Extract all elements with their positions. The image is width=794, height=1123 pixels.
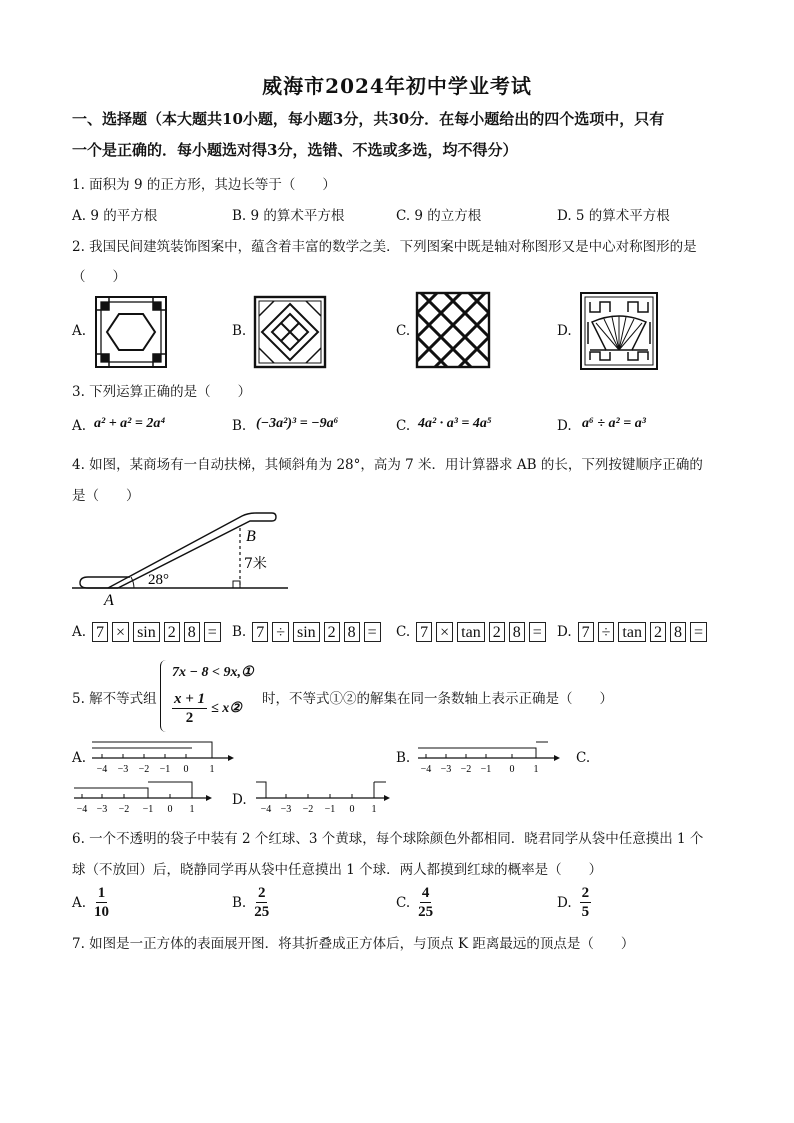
q4-option-b — [232, 622, 383, 642]
tick-label: 0 — [509, 764, 515, 775]
key: 8 — [344, 622, 360, 642]
tick-label: 0 — [349, 804, 355, 815]
q5-fraction — [172, 690, 207, 727]
key: = — [364, 622, 381, 642]
key: 7 — [578, 622, 594, 642]
key: 8 — [670, 622, 686, 642]
q4-option-a — [72, 622, 223, 642]
tick-label: 1 — [209, 764, 215, 775]
q6-option-b — [232, 884, 269, 921]
label-a: A — [104, 592, 114, 609]
key: = — [204, 622, 221, 642]
number-line-b — [414, 736, 564, 778]
key: sin — [293, 622, 320, 642]
q4-option-c — [396, 622, 548, 642]
height-label: 7米 — [244, 556, 267, 572]
tick-label: −2 — [118, 804, 130, 815]
pattern-d-image — [580, 292, 658, 370]
q2-label-c: C. — [396, 323, 411, 339]
key: ÷ — [272, 622, 289, 642]
tick-label: 1 — [533, 764, 539, 775]
key: 2 — [489, 622, 505, 642]
q2-label-d: D. — [557, 323, 572, 339]
q1-option-a: A. 9 的平方根 — [72, 208, 158, 224]
key: 2 — [650, 622, 666, 642]
q4-label-b: B. — [232, 624, 247, 640]
tick-label: −2 — [460, 764, 472, 775]
escalator-handrail — [108, 513, 276, 588]
q2-label-a: A. — [72, 323, 87, 339]
number-line-a — [88, 736, 238, 778]
tick-label: −3 — [117, 764, 129, 775]
label-b: B — [246, 528, 256, 545]
q1-option-d: D. 5 的算术平方根 — [557, 208, 670, 224]
angle-label: 28° — [148, 572, 169, 588]
q6-label-b: B. — [232, 894, 247, 911]
q4-stem-line1: 4. 如图，某商场有一自动扶梯，其倾斜角为 28°，高为 7 米．用计算器求 AB 的长，下列按键顺序正确的 — [72, 457, 703, 473]
q3-stem: 3. 下列运算正确的是（ ） — [72, 384, 252, 400]
q6-stem-line1: 6. 一个不透明的袋子中装有 2 个红球、3 个黄球，每个球除颜色外都相同．晓君同学从袋中任意摸出 1 个 — [72, 831, 704, 847]
fraction-numerator: 2 — [257, 885, 266, 901]
q5-inequality-2 — [172, 690, 242, 727]
key: tan — [618, 622, 646, 642]
q1-stem: 1. 面积为 9 的正方形，其边长等于（ ） — [72, 177, 336, 193]
key: 7 — [416, 622, 432, 642]
tick-label: −3 — [440, 764, 452, 775]
q3-label-d: D. — [557, 418, 572, 434]
number-line-d — [252, 776, 402, 818]
q5-inequality-2-rest: ≤ x② — [211, 701, 242, 716]
pattern-a-image — [95, 296, 167, 368]
tick-label: 0 — [183, 764, 189, 775]
q2-stem-line1: 2. 我国民间建筑装饰图案中，蕴含着丰富的数学之美．下列图案中既是轴对称图形又是中心对称图形的是 — [72, 239, 697, 255]
key: × — [112, 622, 129, 642]
tick-label: −3 — [96, 804, 108, 815]
tick-label: 0 — [167, 804, 173, 815]
key: 8 — [184, 622, 200, 642]
key: tan — [457, 622, 485, 642]
key: = — [529, 622, 546, 642]
q5-label-d: D. — [232, 792, 247, 808]
q3-expr-a: a² + a² = 2a⁴ — [94, 416, 166, 431]
q5-label-c: C. — [576, 750, 591, 766]
q3-expr-b: (−3a²)³ = −9a⁶ — [256, 416, 339, 431]
tick-label: 1 — [189, 804, 195, 815]
key: ÷ — [598, 622, 615, 642]
q6-option-c — [396, 884, 433, 921]
key: sin — [133, 622, 160, 642]
q3-expr-c: 4a² · a³ = 4a⁵ — [418, 416, 492, 431]
q6-fraction-d — [580, 884, 592, 921]
tick-label: −3 — [280, 804, 292, 815]
q3-label-c: C. — [396, 418, 411, 434]
q5-prefix: 5. 解不等式组 — [72, 691, 157, 707]
q6-fraction-c — [418, 884, 433, 921]
escalator-figure — [72, 504, 292, 608]
q5-suffix: 时，不等式①②的解集在同一条数轴上表示正确是（ ） — [262, 691, 613, 707]
q4-stem-line2: 是（ ） — [72, 488, 140, 504]
q6-stem-line2: 球（不放回）后，晓静同学再从袋中任意摸出 1 个球．两人都摸到红球的概率是（ ） — [72, 862, 603, 878]
q4-label-d: D. — [557, 624, 572, 640]
q4-option-d — [557, 622, 709, 642]
key: 7 — [252, 622, 268, 642]
fraction-numerator: 1 — [97, 885, 106, 901]
tick-label: −2 — [302, 804, 314, 815]
q1-option-b: B. 9 的算术平方根 — [232, 208, 345, 224]
q4-label-c: C. — [396, 624, 411, 640]
fraction-denominator: 10 — [94, 904, 110, 920]
tick-label: −2 — [138, 764, 150, 775]
tick-label: 1 — [371, 804, 377, 815]
q3-label-a: A. — [72, 418, 87, 434]
q2-label-b: B. — [232, 323, 247, 339]
q6-fraction-b — [254, 884, 269, 921]
q6-option-a — [72, 884, 109, 921]
number-line-c — [70, 776, 220, 818]
pattern-b-image — [254, 296, 326, 368]
q5-label-a: A. — [72, 750, 87, 766]
key: 2 — [324, 622, 340, 642]
q6-label-d: D. — [557, 894, 572, 911]
q2-stem-line2: （ ） — [72, 269, 126, 285]
q6-label-a: A. — [72, 894, 87, 911]
q4-label-a: A. — [72, 624, 87, 640]
tick-label: −4 — [96, 764, 108, 775]
tick-label: −4 — [260, 804, 272, 815]
fraction-denominator: 5 — [581, 904, 590, 920]
fraction-numerator: 4 — [421, 885, 430, 901]
tick-label: −1 — [324, 804, 336, 815]
q6-option-d — [557, 884, 591, 921]
q1-option-c: C. 9 的立方根 — [396, 208, 482, 224]
key: × — [436, 622, 453, 642]
q6-label-c: C. — [396, 894, 411, 911]
tick-label: −4 — [76, 804, 88, 815]
pattern-c-image — [416, 292, 490, 368]
fraction-denominator: 25 — [254, 904, 270, 920]
tick-label: −1 — [142, 804, 154, 815]
fraction-denominator: 2 — [185, 710, 194, 726]
fraction-numerator: 2 — [581, 885, 590, 901]
system-brace — [160, 660, 171, 732]
q7-stem: 7. 如图是一正方体的表面展开图．将其折叠成正方体后，与顶点 K 距离最远的顶点是（ ） — [72, 936, 635, 952]
q3-expr-d: a⁶ ÷ a² = a³ — [582, 416, 646, 431]
fraction-denominator: 25 — [418, 904, 434, 920]
page-title: 威海市2024年初中学业考试 — [262, 74, 532, 98]
tick-label: −1 — [159, 764, 171, 775]
q3-label-b: B. — [232, 418, 247, 434]
tick-label: −1 — [480, 764, 492, 775]
key: = — [690, 622, 707, 642]
q5-label-b: B. — [396, 750, 411, 766]
q5-inequality-1: 7x − 8 < 9x,① — [172, 665, 254, 680]
key: 2 — [164, 622, 180, 642]
key: 7 — [92, 622, 108, 642]
fraction-numerator: x + 1 — [174, 691, 206, 707]
section-heading-line1: 一、选择题（本大题共10小题，每小题3分，共30分．在每小题给出的四个选项中，只有 — [72, 110, 665, 128]
tick-label: −4 — [420, 764, 432, 775]
section-heading-line2: 一个是正确的．每小题选对得3分，选错、不选或多选，均不得分） — [72, 141, 518, 159]
key: 8 — [509, 622, 525, 642]
q6-fraction-a — [94, 884, 109, 921]
